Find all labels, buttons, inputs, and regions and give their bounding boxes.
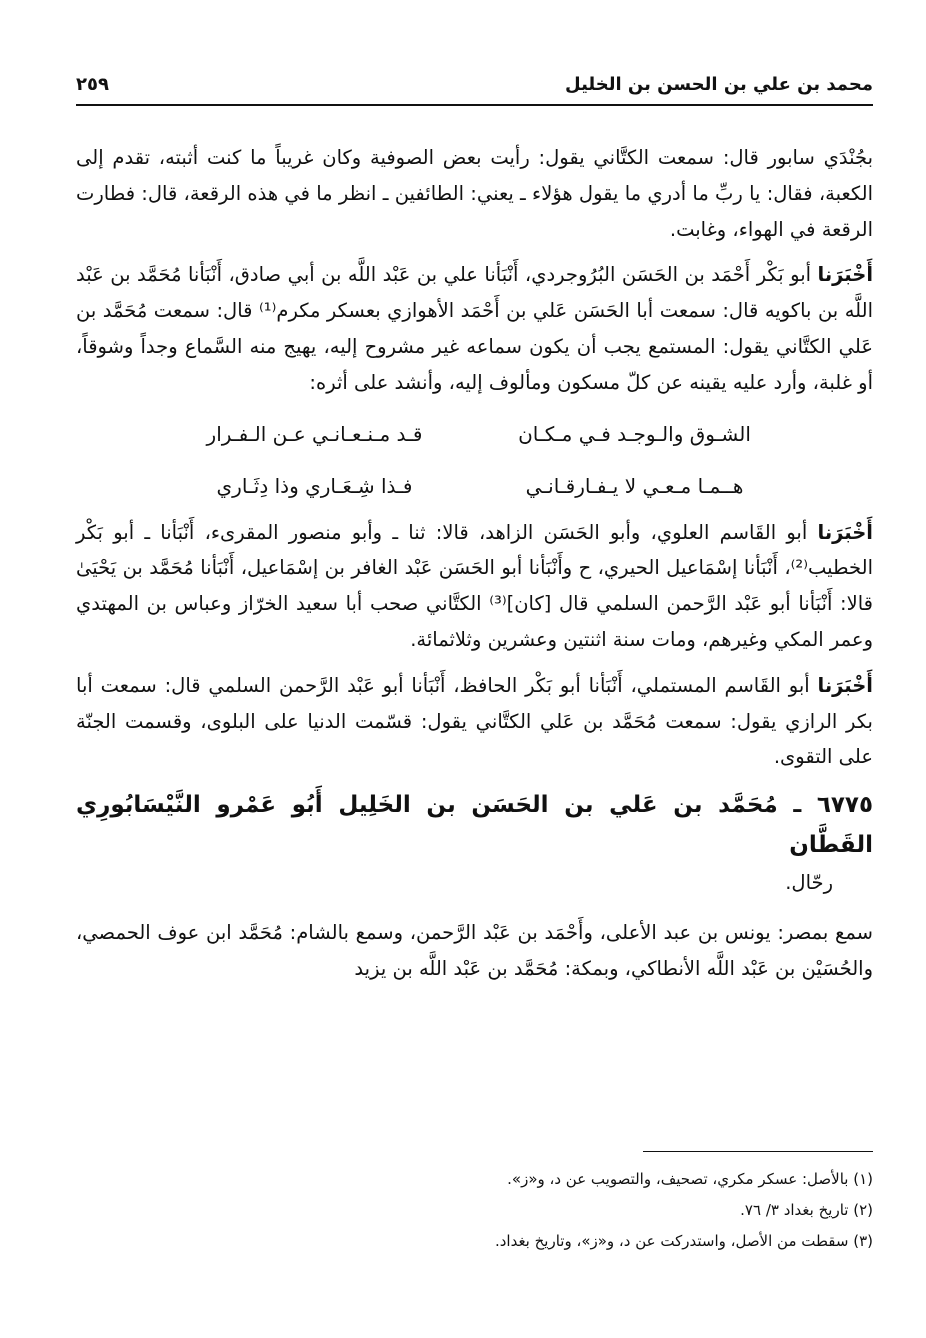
paragraph: أَخْبَرَنا أبو القَاسم المستملي، أَنْبَأنا أبو بَكْر الحافظ، أَنْبَأنا أبو عَبْد الرَّحمن السلمي قال: سمعت أبا بكر الرازي يقول: سمعت مُحَمَّد بن عَلي الكتَّاني يقول: قسّمت الدنيا على البلوى، وقسمت الجنّة على التقوى. [76, 673, 873, 769]
akhbarana-keyword: أَخْبَرَنا [817, 673, 873, 697]
verse-hemistich: هــمـا مـعـي لا يـفـارقـانـي [525, 473, 744, 498]
footnote: (٣) سقطت من الأصل، واستدركت عن د، و«ز»، وتاريخ بغداد. [494, 1232, 873, 1250]
paragraph: أَخْبَرَنا أبو القَاسم العلوي، وأبو الحَسَن الزاهد، قالا: ثنا ـ وأبو منصور المقرىء، أَنْبَأنا ـ أبو بَكْر الخطيب⁽²⁾، أَنْبَأنا إسْمَاعيل الحيري، ح وأَنْبَأنا أبو الحَسَن عَبْد الغافر بن إسْمَاعيل، أَنْبَأنا مُحَمَّد بن يَحْيَىٰ قالا: أَنْبَأنا أبو عَبْد الرَّحمن السلمي قال [كان]⁽³⁾ الكتَّاني صحب أبا سعيد الخرّاز وعباس بن المهتدي وعمر المكي وغيرهم، ومات سنة اثنتين وعشرين وثلاثمائة. [76, 520, 873, 651]
footnote-rule [643, 1151, 873, 1152]
header-rule [76, 104, 873, 106]
footnote: (٢) تاريخ بغداد ٣/ ٧٦. [740, 1201, 873, 1219]
verse-hemistich: قـد مـنـعـانـي عـن الـفـرار [206, 421, 423, 446]
footnotes [76, 1164, 873, 1257]
main-text [76, 140, 873, 997]
paragraph: بجُنْدَي سابور قال: سمعت الكتَّاني يقول: رأيت بعض الصوفية وكان غريباً ما كنت أثبته، تقدم إلى الكعبة، فقال: يا ربِّ ما أدري ما يقول هؤلاء ـ يعني: الطائفين ـ انظر ما في هذه الرقعة، قال: فطارت الرقعة في الهواء، وغابت. [76, 146, 873, 241]
entry-title: ٦٧٧٥ ـ مُحَمَّد بن عَلي بن الحَسَن بن الخَلِيل أَبُو عَمْرو النَّيْسَابُورِي القَطَّان [76, 792, 873, 859]
verse-hemistich: الشـوق والـوجـد فـي مـكـان [518, 421, 751, 446]
paragraph: سمع بمصر: يونس بن عبد الأعلى، وأَحْمَد بن عَبْد الرَّحمن، وسمع بالشام: مُحَمَّد ابن عوف الحمصي، والحُسَيْن بن عَبْد اللَّه الأنطاكي، وبمكة: مُحَمَّد بن عَبْد اللَّه بن يزيد [76, 920, 873, 980]
entry-subtitle: رحّال. [785, 871, 833, 895]
page-header [76, 66, 873, 102]
verse-hemistich: فـذا شِـعَـاري وذا دِثَـاري [216, 473, 413, 498]
verse-line [76, 411, 873, 457]
page-number: ٢٥٩ [76, 73, 109, 95]
verse-line [76, 463, 873, 509]
akhbarana-keyword: أَخْبَرَنا [817, 520, 873, 544]
akhbarana-keyword: أَخْبَرَنا [817, 263, 874, 287]
running-title: محمد بن علي بن الحسن بن الخليل [565, 73, 873, 95]
paragraph: أَخْبَرَنا أبو بَكْر أَحْمَد بن الحَسَن البُرُوجردي، أَنْبَأنا علي بن عَبْد اللَّه بن أبي صادق، أَنْبَأنا مُحَمَّد بن عَبْد اللَّه بن باكويه قال: سمعت أبا الحَسَن عَلي بن أَحْمَد الأهوازي بعسكر مكرم⁽¹⁾ قال: سمعت مُحَمَّد بن عَلي الكتَّاني يقول: المستمع يجب أن يكون سماعه غير مشروح إليه، يهيج منه السَّماع وجداً وشوقاً، أو غلبة، وأرد عليه يقينه عن كلّ مسكون ومألوف إليه، وأنشد على أثره: [76, 263, 874, 394]
footnote: (١) بالأصل: عسكر مكري، تصحيف، والتصويب عن د، و«ز». [507, 1170, 873, 1188]
